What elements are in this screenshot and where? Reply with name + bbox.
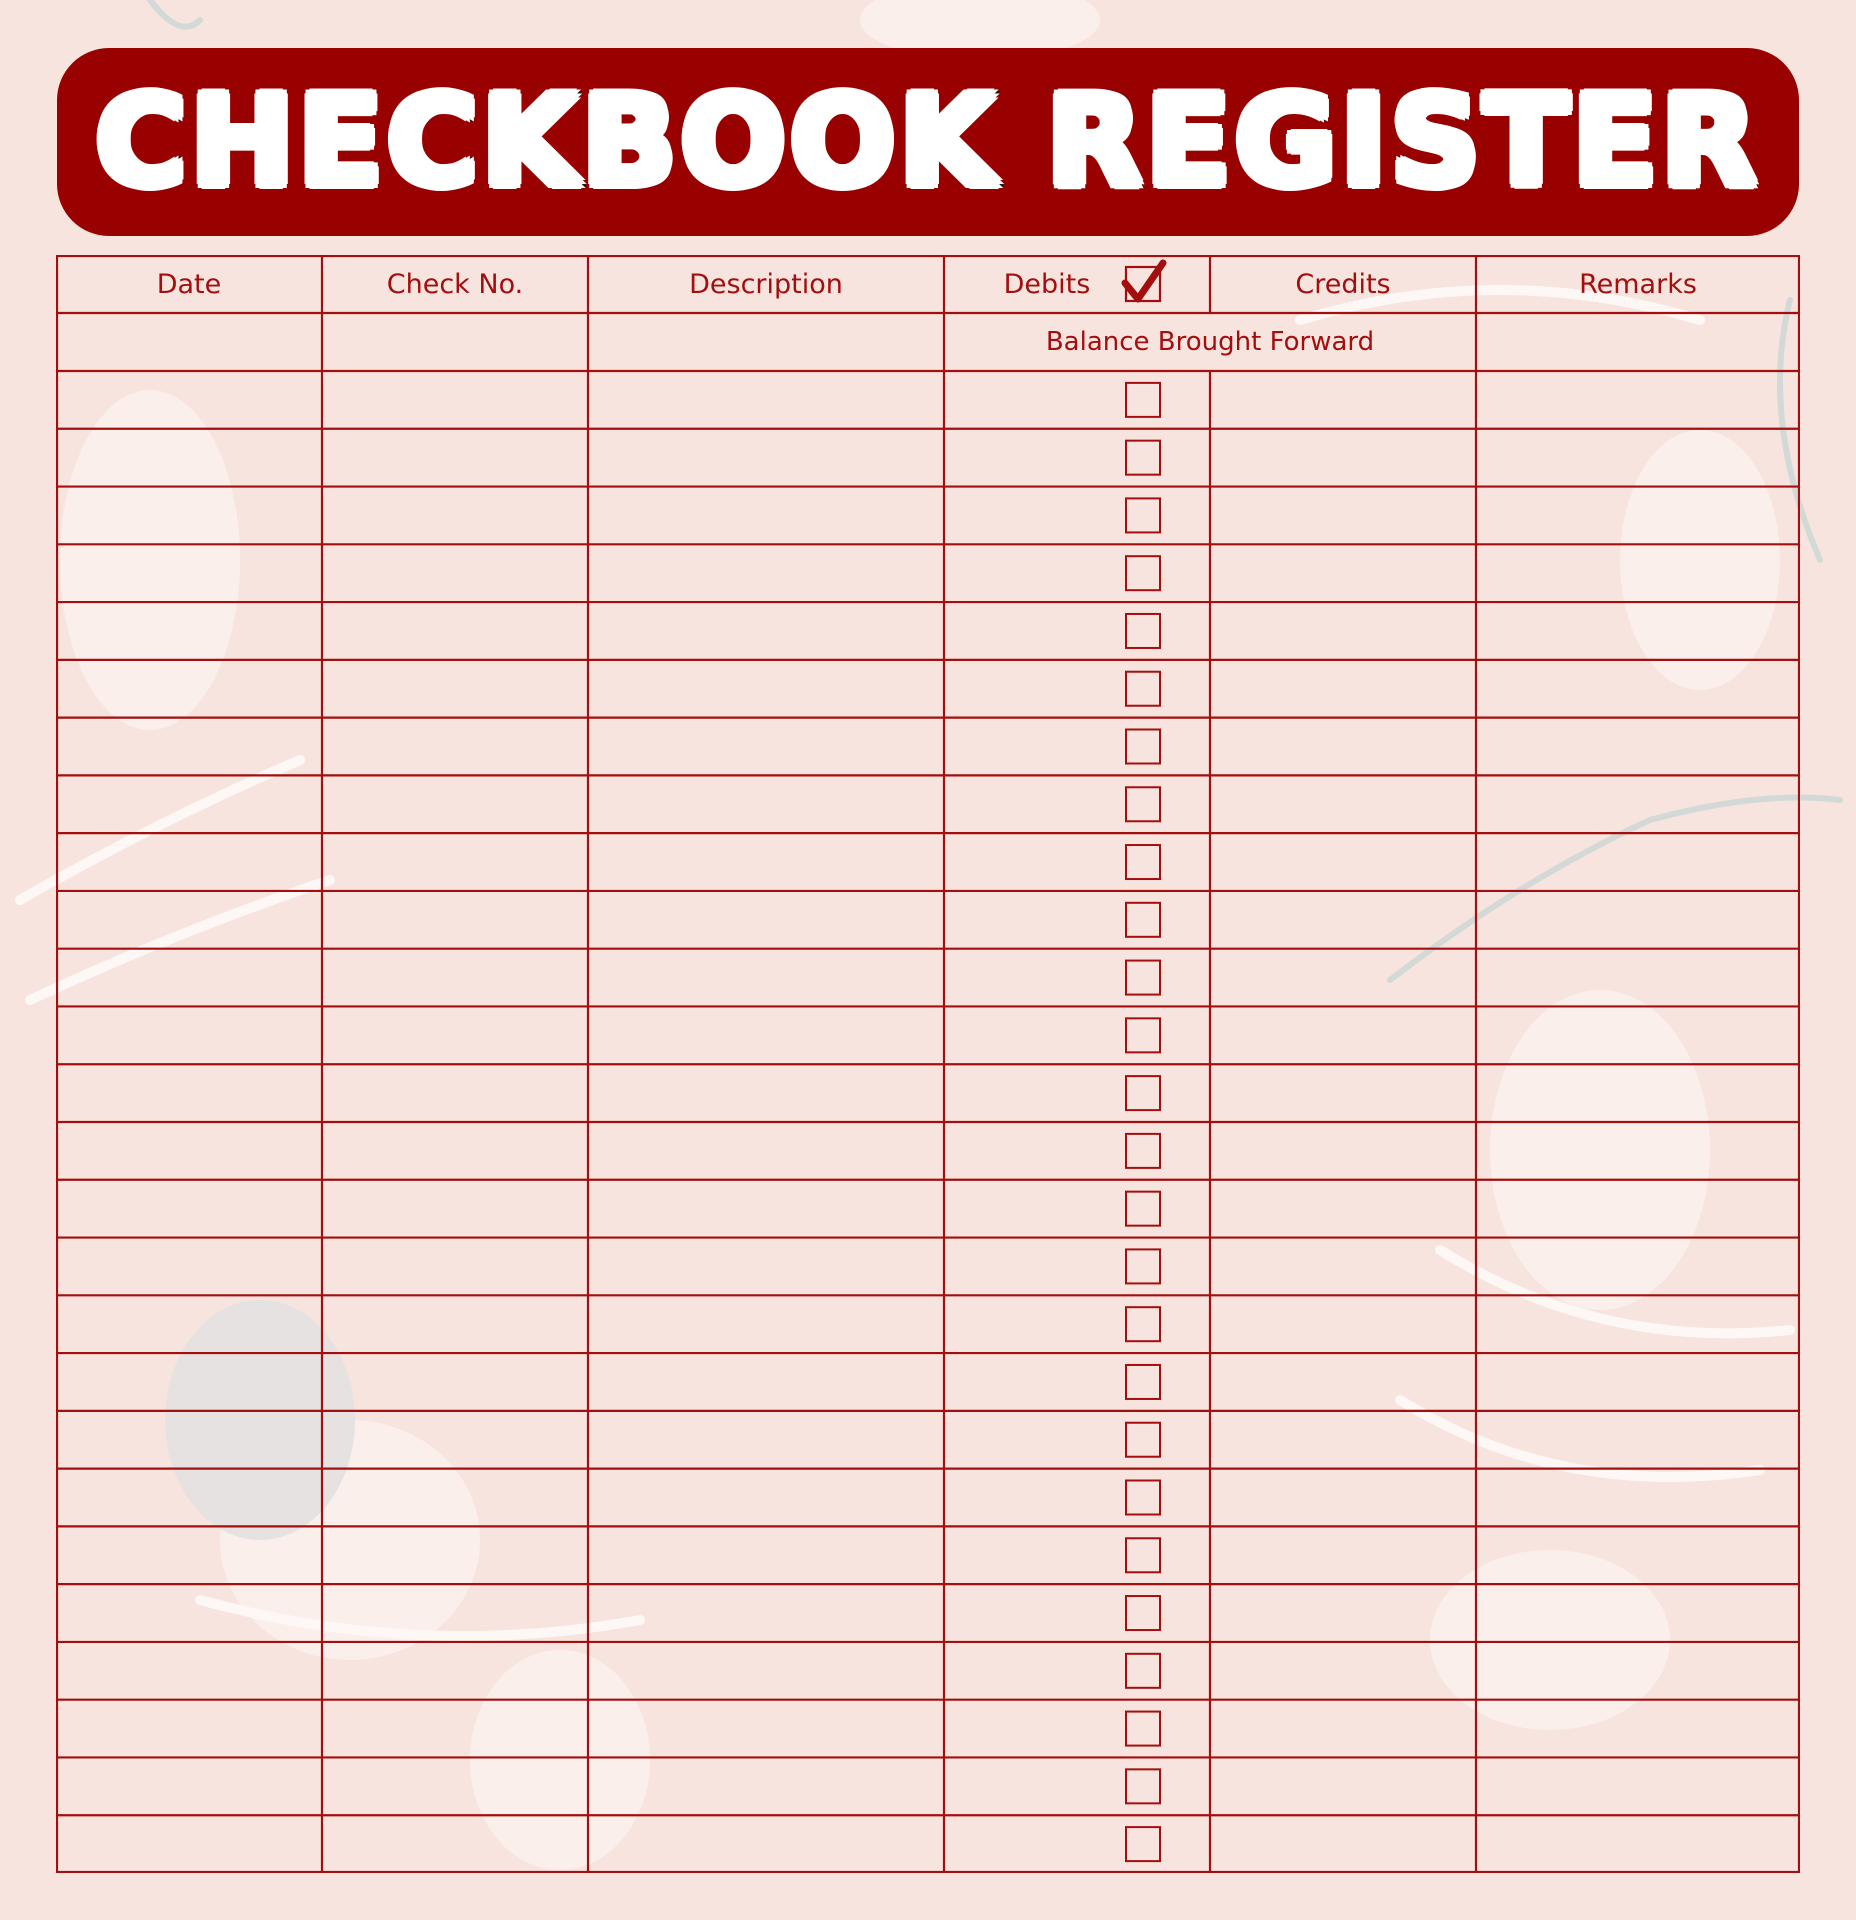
column-header-debits: Debits — [1003, 268, 1091, 300]
empty-checkbox-icon[interactable] — [1126, 1018, 1160, 1052]
empty-checkbox-icon[interactable] — [1126, 441, 1160, 475]
empty-checkbox-icon[interactable] — [1126, 383, 1160, 417]
column-header-description: Description — [689, 268, 843, 300]
empty-checkbox-icon[interactable] — [1126, 1134, 1160, 1168]
empty-checkbox-icon[interactable] — [1126, 1769, 1160, 1803]
empty-checkbox-icon[interactable] — [1126, 498, 1160, 532]
column-header-date: Date — [156, 268, 222, 300]
empty-checkbox-icon[interactable] — [1126, 556, 1160, 590]
empty-checkbox-icon[interactable] — [1126, 845, 1160, 879]
empty-checkbox-icon[interactable] — [1126, 961, 1160, 995]
register-grid — [56, 255, 1800, 1873]
column-header-check-no: Check No. — [386, 268, 524, 300]
balance-brought-forward-label: Balance Brought Forward — [1045, 327, 1375, 357]
empty-checkbox-icon[interactable] — [1126, 672, 1160, 706]
empty-checkbox-icon[interactable] — [1126, 1596, 1160, 1630]
register-table — [56, 255, 1800, 1873]
column-header-remarks: Remarks — [1579, 268, 1697, 300]
empty-checkbox-icon[interactable] — [1126, 787, 1160, 821]
empty-checkbox-icon[interactable] — [1126, 614, 1160, 648]
empty-checkbox-icon[interactable] — [1126, 1076, 1160, 1110]
title-banner — [57, 48, 1799, 236]
empty-checkbox-icon[interactable] — [1126, 730, 1160, 764]
empty-checkbox-icon[interactable] — [1126, 1654, 1160, 1688]
page-title: CHECKBOOK REGISTER — [95, 70, 1761, 214]
empty-checkbox-icon[interactable] — [1126, 1538, 1160, 1572]
empty-checkbox-icon[interactable] — [1126, 1307, 1160, 1341]
empty-checkbox-icon[interactable] — [1126, 1481, 1160, 1515]
empty-checkbox-icon[interactable] — [1126, 1827, 1160, 1861]
empty-checkbox-icon[interactable] — [1126, 1249, 1160, 1283]
empty-checkbox-icon[interactable] — [1126, 903, 1160, 937]
column-header-credits: Credits — [1295, 268, 1391, 300]
empty-checkbox-icon[interactable] — [1126, 1712, 1160, 1746]
empty-checkbox-icon[interactable] — [1126, 1423, 1160, 1457]
empty-checkbox-icon[interactable] — [1126, 1192, 1160, 1226]
empty-checkbox-icon[interactable] — [1126, 1365, 1160, 1399]
